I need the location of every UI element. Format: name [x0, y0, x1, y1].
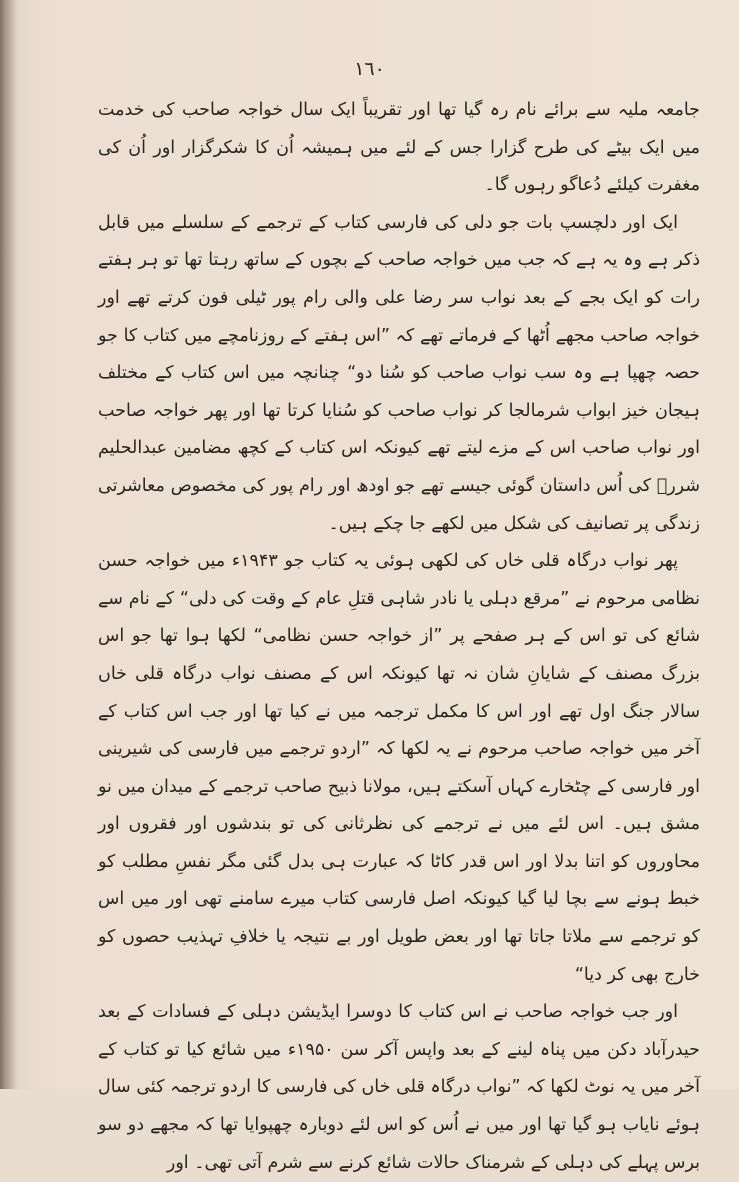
page-number: ١٦٠: [354, 58, 385, 80]
book-spine-shadow: [0, 0, 16, 1089]
paragraph-2: ایک اور دلچسپ بات جو دلی کی فارسی کتاب کے ترجمے کے سلسلے میں قابل ذکر ہے وہ یہ ہے کہ جب میں خواجہ صاحب کے بچوں کے ساتھ رہتا تھا تو ہر ہفتے رات کو ایک بجے کے بعد نواب سر رضا علی والی رام پور ٹیلی فون کرتے تھے اور خواجہ صاحب مجھے اُٹھا کے فرماتے تھے کہ ”اس ہفتے کے روزنامچے میں کتاب کا جو حصہ چھپا ہے وہ سب نواب صاحب کو سُنا دو“ چنانچہ میں اس کتاب کے مختلف ہیجان خیز ابواب شرمالجا کر نواب صاحب کو سُنایا کرتا تھا اور پھر خواجہ صاحب اور نواب صاحب اس کے مزے لیتے تھے کیونکہ اس کتاب کے کچھ مضامین عبدالحلیم شررؔ کی اُس داستان گوئی جیسے تھے جو اودھ اور رام پور کی مخصوص معاشرتی زندگی پر تصانیف کی شکل میں لکھے جا چکے ہیں۔: [98, 212, 700, 534]
body-text: [98, 92, 700, 1182]
paragraph-3: پھر نواب درگاہ قلی خاں کی لکھی ہوئی یہ کتاب جو ۱۹۴۳ء میں خواجہ حسن نظامی مرحوم نے ”مرقع دہلی یا نادر شاہی قتلِ عام کے وقت کی دلی“ کے نام سے شائع کی تو اس کے ہر صفحے پر ”از خواجہ حسن نظامی“ لکھا ہوا تھا جو اس بزرگ مصنف کے شایانِ شان نہ تھا کیونکہ اس کے مصنف نواب درگاہ قلی خاں سالار جنگ اول تھے اور اس کا مکمل ترجمہ میں نے کیا تھا اور جب اس کتاب کے آخر میں خواجہ صاحب مرحوم نے یہ لکھا کہ ”اردو ترجمے میں فارسی کی شیرینی اور فارسی کے چٹخارے کہاں آسکتے ہیں، مولانا ذبیح صاحب ترجمے کے میدان میں نو مشق ہیں۔ اس لئے میں نے ترجمے کی نظرثانی کی تو بندشوں اور فقروں اور محاوروں کو اتنا بدلا اور اس قدر کاٹا کہ عبارت ہی بدل گئی مگر نفسِ مطلب کو خبط ہونے سے بچا لیا گیا کیونکہ اصل فارسی کتاب میرے سامنے تھی اور میں اس کو ترجمے سے ملاتا جاتا تھا اور بعض طویل اور بے نتیجہ یا خلافِ تہذیب حصوں کو خارج بھی کر دیا“: [98, 551, 700, 985]
paragraph-1: جامعہ ملیہ سے برائے نام رہ گیا تھا اور تقریباً ایک سال خواجہ صاحب کی خدمت میں ایک بیٹے کی طرح گزارا جس کے لئے میں ہمیشہ اُن کا شکرگزار اور اُن کی مغفرت کیلئے دُعاگو رہوں گا۔: [98, 100, 700, 196]
paragraph-4: اور جب خواجہ صاحب نے اس کتاب کا دوسرا ایڈیشن دہلی کے فسادات کے بعد حیدرآباد دکن میں پناہ لینے کے بعد واپس آکر سن ۱۹۵۰ء میں شائع کیا تو کتاب کے آخر میں یہ نوٹ لکھا کہ ”نواب درگاہ قلی خاں کی فارسی کا اردو ترجمہ کئی سال ہوئے نایاب ہو گیا تھا اور میں نے اُس کو اس لئے دوبارہ چھپوایا تھا کہ مجھے دو سو برس پہلے کی دہلی کے شرمناک حالات شائع کرنے سے شرم آتی تھی۔ اور: [98, 1002, 700, 1173]
